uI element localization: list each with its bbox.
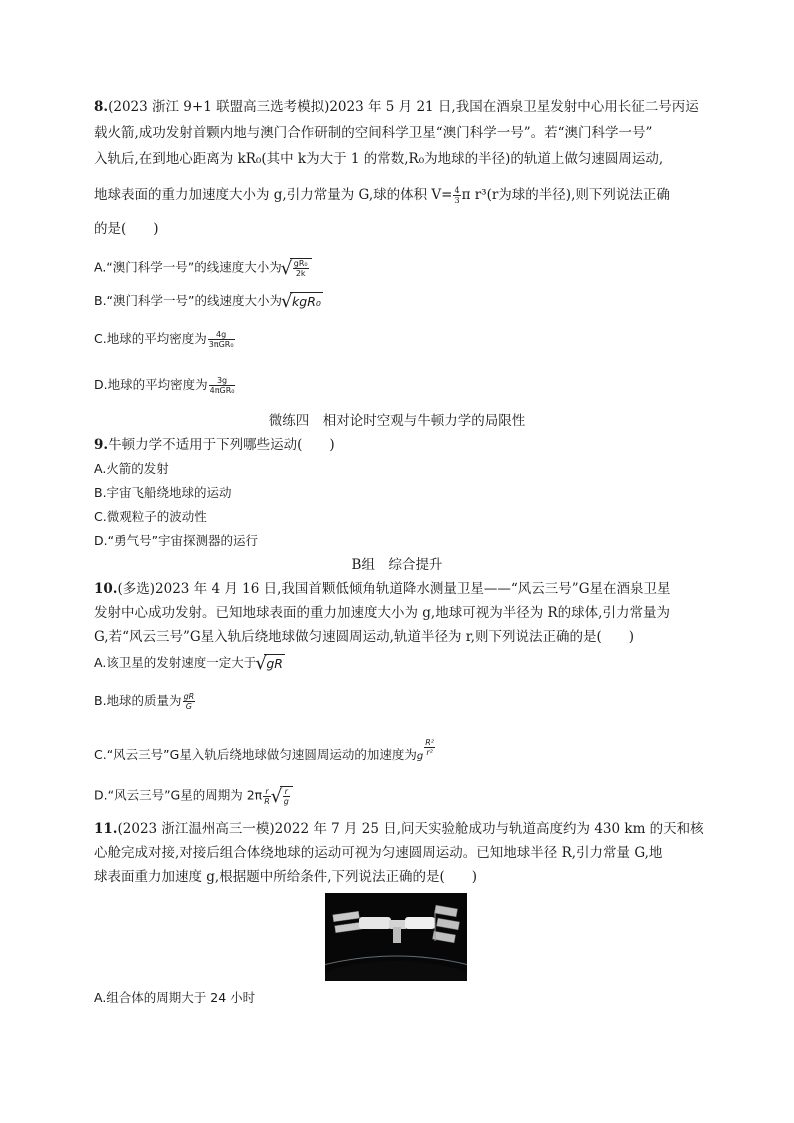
q10-line1: [94, 580, 671, 598]
fraction: [263, 787, 271, 806]
q9-option-d: D.“勇气号”宇宙探测器的运行: [94, 533, 259, 548]
option-text: A.“澳门科学一号”的线速度大小为: [94, 259, 282, 275]
option-text: D.“风云三号”G星的周期为 2π: [94, 787, 263, 803]
q9-option-b: B.宇宙飞船绕地球的运动: [94, 485, 232, 500]
space-station-image: [325, 893, 467, 981]
frac-num: 4: [454, 186, 460, 195]
radicand: gR: [266, 656, 283, 671]
option-text: A.该卫星的发射速度一定大于: [94, 655, 257, 670]
volume-fraction: [453, 186, 460, 205]
fraction: [183, 692, 196, 711]
q8-line1: [94, 98, 699, 116]
q10-line3: G,若“风云三号”G星入轨后绕地球做匀速圆周运动,轨道半径为 r,则下列说法正确的是( ): [94, 629, 635, 645]
frac-num: √ r: [284, 787, 288, 796]
radicand: kgR₀: [292, 294, 321, 309]
q11-line3: 球表面重力加速度 g,根据题中所给条件,下列说法正确的是( ): [94, 869, 478, 885]
q8-number: 8.: [94, 99, 109, 115]
q10-option-d: [94, 786, 293, 806]
q8-option-a: [94, 258, 312, 278]
sqrt-expression: [272, 786, 293, 806]
frac-den: 2k: [293, 268, 309, 278]
section-title-4: 微练四 相对论时空观与牛顿力学的局限性: [268, 413, 526, 429]
q8-line2: 载火箭,成功发射首颗内地与澳门合作研制的空间科学卫星“澳门科学一号”。若“澳门科学一号”: [94, 125, 653, 141]
q10-number: 10.: [94, 581, 118, 597]
sqrt-expression: [256, 654, 285, 673]
frac-den: 3πGR₀: [208, 340, 234, 349]
frac-den: 3: [454, 196, 460, 205]
option-text: C.“风云三号”G星入轨后绕地球做匀速圆周运动的加速度为: [94, 747, 417, 762]
frac-den: 4πGR₀: [209, 386, 235, 395]
option-text: B.“澳门科学一号”的线速度大小为: [94, 293, 283, 308]
g-symbol: g: [416, 751, 424, 762]
q10-line1-text: (多选)2023 年 4 月 16 日,我国首颗低倾角轨道降水测量卫星——“风云三号”G星在酒泉卫星: [117, 581, 671, 597]
q9-stem-text: 牛顿力学不适用于下列哪些运动( ): [108, 437, 335, 453]
q8-line4-part2: π r³(r为球的半径),则下列说法正确: [461, 187, 670, 203]
frac-num: 4g: [216, 330, 227, 339]
q11-number: 11.: [94, 821, 118, 837]
q8-option-d: [94, 376, 236, 395]
q9-option-c: C.微观粒子的波动性: [94, 509, 207, 524]
frac-num: gR: [183, 692, 195, 701]
q8-option-c: [94, 330, 236, 349]
space-station-photo: [325, 893, 467, 981]
frac-den: r²: [424, 747, 435, 757]
frac-den: g: [283, 797, 289, 806]
fraction: [209, 376, 236, 395]
q9-number: 9.: [94, 437, 109, 453]
q10-option-a: [94, 654, 285, 673]
q8-option-b: [94, 292, 323, 311]
q11-line2: 心舱完成对接,对接后组合体绕地球的运动可视为匀速圆周运动。已知地球半径 R,引力常量 G,地: [94, 845, 663, 861]
option-text: D.地球的平均密度为: [94, 377, 208, 392]
frac-den: G: [183, 701, 196, 711]
fraction: [424, 738, 435, 757]
q11-line1: [94, 820, 704, 838]
q8-line4: [94, 186, 670, 205]
q10-option-b: [94, 692, 196, 711]
frac-num: 3g: [216, 376, 228, 385]
q9-stem: [94, 436, 335, 454]
fraction: [293, 259, 309, 278]
q8-line5: 的是( ): [94, 221, 159, 237]
frac-den: R: [264, 796, 270, 806]
fraction: [208, 330, 235, 349]
q10-line2: 发射中心成功发射。已知地球表面的重力加速度大小为 g,地球可视为半径为 R的球体,引力常量为: [94, 605, 670, 621]
frac-num: R²: [425, 738, 434, 747]
q11-line1-text: (2023 浙江温州高三一模)2022 年 7 月 25 日,问天实验舱成功与轨道高度约为 430 km 的天和核: [117, 821, 704, 837]
option-text: C.地球的平均密度为: [94, 331, 207, 346]
q11-option-a: A.组合体的周期大于 24 小时: [94, 990, 256, 1005]
sqrt-expression: [282, 292, 323, 311]
frac-num: r: [265, 786, 269, 796]
frac-num: √ gR₀: [293, 259, 308, 268]
q8-line3: 入轨后,在到地心距离为 kR₀(其中 k为大于 1 的常数,R₀为地球的半径)的轨道上做匀速圆周运动,: [94, 151, 664, 167]
q10-option-c: [94, 738, 436, 766]
option-text: B.地球的质量为: [94, 693, 182, 708]
group-b-title: B组 综合提升: [351, 557, 443, 573]
sqrt-expression: [282, 258, 312, 278]
q9-option-a: A.火箭的发射: [94, 461, 169, 476]
q8-line1-text: (2023 浙江 9+1 联盟高三选考模拟)2023 年 5 月 21 日,我国在酒泉卫星发射中心用长征二号丙运: [108, 99, 699, 115]
fraction: [283, 787, 290, 806]
q8-line4-part1: 地球表面的重力加速度大小为 g,引力常量为 G,球的体积 V=: [94, 187, 453, 203]
